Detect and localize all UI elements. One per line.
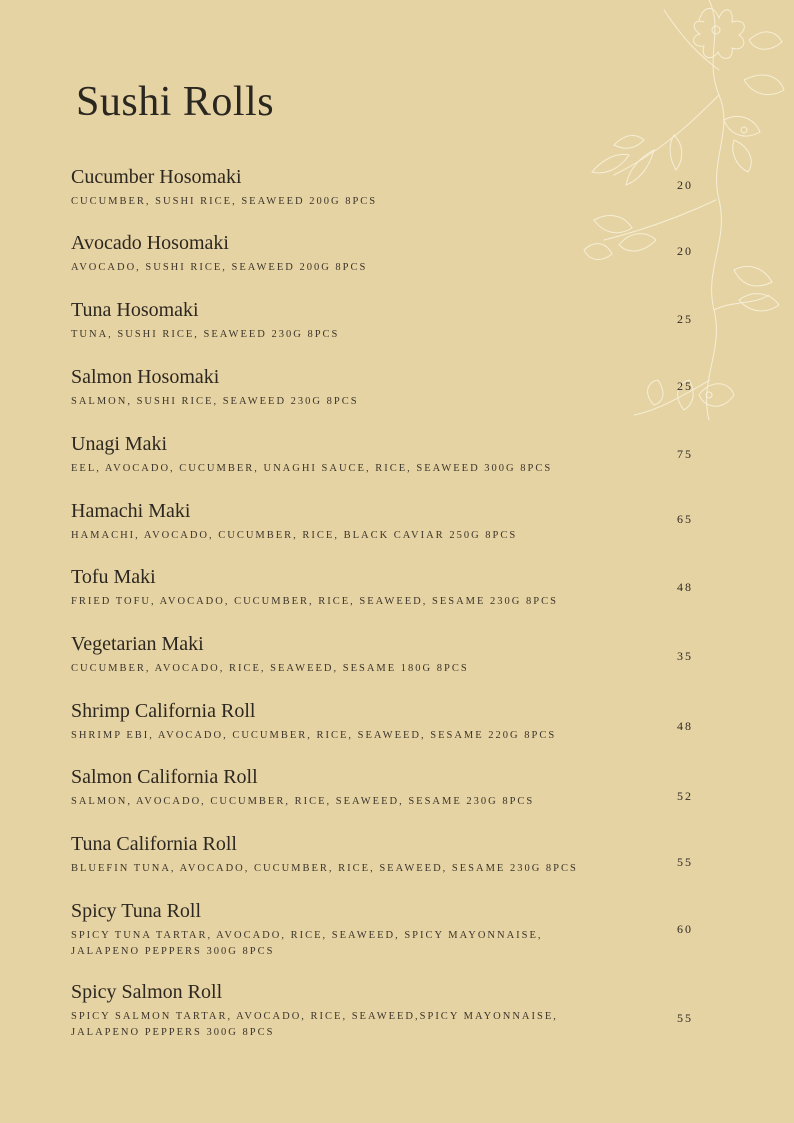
item-description: HAMACHI, AVOCADO, CUCUMBER, RICE, BLACK CAVIAR 250G 8PCS — [71, 530, 518, 541]
item-description: SHRIMP EBI, AVOCADO, CUCUMBER, RICE, SEAWEED, SESAME 220G 8PCS — [71, 730, 557, 741]
menu-item — [71, 766, 721, 810]
item-name: Spicy Salmon Roll — [71, 981, 223, 1003]
item-name: Salmon Hosomaki — [71, 366, 220, 388]
item-price: 25 — [677, 379, 693, 393]
item-price: 25 — [677, 312, 693, 326]
page-title: Sushi Rolls — [76, 79, 275, 125]
menu-item — [71, 900, 721, 960]
menu-item — [71, 500, 721, 544]
item-price: 20 — [677, 178, 693, 192]
item-price: 55 — [677, 855, 693, 869]
menu-item — [71, 166, 721, 210]
menu-item — [71, 566, 721, 610]
item-description: SALMON, SUSHI RICE, SEAWEED 230G 8PCS — [71, 396, 359, 407]
item-description: SPICY SALMON TARTAR, AVOCADO, RICE, SEAWEED,SPICY MAYONNAISE, JALAPENO PEPPERS 300G 8PCS — [71, 1011, 558, 1038]
menu-item — [71, 633, 721, 677]
menu-item — [71, 833, 721, 877]
item-description: CUCUMBER, SUSHI RICE, SEAWEED 200G 8PCS — [71, 196, 378, 207]
item-description: TUNA, SUSHI RICE, SEAWEED 230G 8PCS — [71, 329, 340, 340]
item-price: 55 — [677, 1011, 693, 1025]
item-price: 48 — [677, 580, 693, 594]
item-name: Tuna California Roll — [71, 833, 237, 855]
item-name: Tofu Maki — [71, 566, 156, 588]
item-name: Shrimp California Roll — [71, 700, 256, 722]
item-description: FRIED TOFU, AVOCADO, CUCUMBER, RICE, SEAWEED, SESAME 230G 8PCS — [71, 596, 558, 607]
menu-item — [71, 981, 721, 1041]
item-price: 75 — [677, 447, 693, 461]
item-description: EEL, AVOCADO, CUCUMBER, UNAGHI SAUCE, RICE, SEAWEED 300G 8PCS — [71, 463, 553, 474]
item-name: Cucumber Hosomaki — [71, 166, 242, 188]
item-description: SALMON, AVOCADO, CUCUMBER, RICE, SEAWEED, SESAME 230G 8PCS — [71, 796, 535, 807]
item-name: Avocado Hosomaki — [71, 232, 229, 254]
item-price: 60 — [677, 922, 693, 936]
item-description: AVOCADO, SUSHI RICE, SEAWEED 200G 8PCS — [71, 262, 368, 273]
item-price: 52 — [677, 789, 693, 803]
item-name: Spicy Tuna Roll — [71, 900, 202, 922]
menu-item — [71, 232, 721, 276]
item-price: 20 — [677, 244, 693, 258]
item-price: 65 — [677, 512, 693, 526]
item-price: 35 — [677, 649, 693, 663]
item-name: Unagi Maki — [71, 433, 168, 455]
menu-item — [71, 366, 721, 410]
item-name: Tuna Hosomaki — [71, 299, 199, 321]
item-name: Vegetarian Maki — [71, 633, 204, 655]
menu-item — [71, 299, 721, 343]
item-price: 48 — [677, 719, 693, 733]
item-name: Salmon California Roll — [71, 766, 258, 788]
item-name: Hamachi Maki — [71, 500, 191, 522]
menu-item — [71, 433, 721, 477]
item-description: BLUEFIN TUNA, AVOCADO, CUCUMBER, RICE, SEAWEED, SESAME 230G 8PCS — [71, 863, 578, 874]
item-description: SPICY TUNA TARTAR, AVOCADO, RICE, SEAWEED, SPICY MAYONNAISE, JALAPENO PEPPERS 300G 8PCS — [71, 930, 543, 957]
menu-item — [71, 700, 721, 744]
item-description: CUCUMBER, AVOCADO, RICE, SEAWEED, SESAME 180G 8PCS — [71, 663, 469, 674]
